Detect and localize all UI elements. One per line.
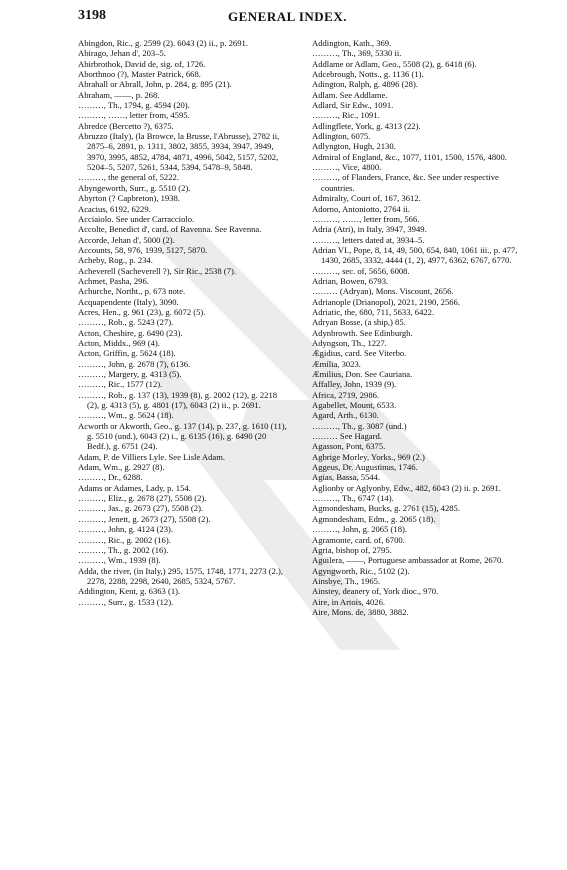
index-entry: Adrianople (Drianopol), 2021, 2190, 2566. xyxy=(312,296,460,307)
index-entry: Agbrige Morley, Yorks., 969 (2.) xyxy=(312,451,425,462)
index-entry: Abyngeworth, Surr., g. 5510 (2). xyxy=(78,182,191,193)
index-entry: ………, Margery, g. 4313 (5). xyxy=(78,369,182,379)
index-entry: ………, the general of, 5222. xyxy=(78,172,179,183)
index-entry: Adam, P. de Villiers Lyle. See Lisle Adam. xyxy=(78,451,226,462)
index-entry: Addlame or Adlam, Geo., 5508 (2), g. 6418 (6). xyxy=(312,58,477,69)
index-entry: Acton, Middx., 969 (4). xyxy=(78,337,160,348)
index-entry: Acres, Hen., g. 961 (23), g. 6072 (5). xyxy=(78,306,206,317)
index-entry: Adrian, Bowen, 6793. xyxy=(312,275,389,286)
index-entry: Adrian VI., Pope, 8, 14, 49, 500, 654, 840, 1061 iii., p. 477, 1430, 2685, 3332, 4444 (1, 2), 4977, 6362, 6767, 6770. xyxy=(312,244,518,266)
index-entry: ………, Jas., g. 2673 (27), 5508 (2). xyxy=(78,503,204,514)
index-entry: Ainstey, deanery of, York dioc., 970. xyxy=(312,586,439,597)
page-number: 3198 xyxy=(78,8,106,23)
index-entry: ………, Ric., 1091. xyxy=(312,110,380,121)
index-entry: Agmondesham, Bucks, g. 2761 (15), 4285. xyxy=(312,503,460,514)
index-entry: ………, Th., g. 3087 (und.) xyxy=(312,420,407,431)
index-entry: Addington, Kath., 369. xyxy=(312,38,392,48)
index-entry: ……… See Hagard. xyxy=(312,431,382,442)
index-entry: Accounts, 58, 976, 1939, 5127, 5870. xyxy=(78,244,208,255)
index-entry: Accolte, Benedict d', card. of Ravenna. See Ravenna. xyxy=(78,224,262,235)
index-entry: ………, John, g. 4124 (23). xyxy=(78,524,174,535)
index-entry: Adyngson, Th., 1227. xyxy=(312,337,387,348)
page-header xyxy=(78,8,530,30)
index-entry: Adryan Bosse, (a ship,) 85. xyxy=(312,317,406,328)
index-entry: Achmet, Pasha, 296. xyxy=(78,275,149,286)
index-entry: ………, Rob., g. 137 (13), 1939 (8), g. 2002 (12), g. 2218 (2), g. 4313 (5), g. 4801 (17), 6043 (2) ii., p. 2691. xyxy=(78,389,278,411)
index-entry: Aire, in Artois, 4026. xyxy=(312,596,386,607)
index-entry: ………, Eliz., g. 2678 (27), 5508 (2). xyxy=(78,493,207,504)
index-entry: Adlard, Sir Edw., 1091. xyxy=(312,100,394,111)
index-entry: ………, of Flanders, France, &c. See under respective countries. xyxy=(312,172,499,193)
index-entry: Adriatic, the, 680, 711, 5633, 6422. xyxy=(312,306,435,317)
index-column-right xyxy=(312,38,534,617)
index-entry: Abyrton (? Capbreton), 1938. xyxy=(78,193,180,204)
index-entry: Acciaiolo. See under Carracciolo. xyxy=(78,213,195,224)
index-entry: Abirbrothok, David de, sig. of, 1726. xyxy=(78,58,206,69)
index-title: GENERAL INDEX. xyxy=(228,9,347,24)
index-entry: Æmilius, Don. See Cauriana. xyxy=(312,369,413,379)
index-entry: Acacius, 6192, 6229. xyxy=(78,203,151,214)
index-entry: Adda, the river, (in Italy,) 295, 1575, 1748, 1771, 2273 (2.), 2278, 2288, 2298, 2640, 2685, 5324, 5767. xyxy=(78,565,284,586)
index-entry: Abirago, Jehan d', 203–5. xyxy=(78,48,166,59)
index-entry: Acton, Cheshire, g. 6490 (23). xyxy=(78,327,183,338)
index-entry: Affalley, John, 1939 (9). xyxy=(312,379,397,390)
index-entry: Ægidius, card. See Viterbo. xyxy=(312,348,407,359)
index-entry: Acheby, Rog., p. 234. xyxy=(78,255,153,266)
index-entry: ………, Surr., g. 1533 (12). xyxy=(78,596,174,607)
index-entry: Agria, bishop of, 2795. xyxy=(312,544,392,555)
index-entry: Africa, 2719, 2986. xyxy=(312,389,380,400)
index-entry: Aborthnoo (?), Master Patrick, 668. xyxy=(78,69,201,80)
index-entry: Agmondesham, Edm., g. 2065 (18). xyxy=(312,513,436,524)
index-entry: ………, John, g. 2065 (18). xyxy=(312,524,408,535)
index-entry: Abingdon, Ric., g. 2599 (2). 6043 (2) ii., p. 2691. xyxy=(78,38,248,48)
index-entry: ……… (Adryan), Mons. Viscount, 2656. xyxy=(312,286,454,297)
index-entry: Acton, Griffin, g. 5624 (18). xyxy=(78,348,176,359)
index-entry: Admiralty, Court of, 167, 3612. xyxy=(312,193,421,204)
index-entry: Agias, Bassa, 5544. xyxy=(312,472,381,483)
index-entry: ………, Wm., 1939 (8). xyxy=(78,555,161,566)
index-entry: Adorno, Antoniotto, 2764 ii. xyxy=(312,203,410,214)
index-entry: Abrahall or Abrall, John, p. 284, g. 895 (21). xyxy=(78,79,232,90)
index-entry: Aguilera, ——, Portuguese ambassador at Rome, 2670. xyxy=(312,555,504,566)
index-entry: Abraham, ——, p. 268. xyxy=(78,89,160,100)
index-entry: Aggeus, Dr. Augustinus, 1746. xyxy=(312,462,418,473)
index-entry: Agard, Arth., 6130. xyxy=(312,410,379,421)
index-entry: Abruzzo (Italy), (la Browce, la Brusse, l'Abrusse), 2782 ii, 2875–6, 2891, p. 1311, 3802, 3855, 3934, 3947, 3949, 3970, 3995, 4852, 4784, 4871, 4996, 5042, 5157, 5202, 5204–5, 5207, 5261, 5344, 5394, 5478–9, 5848. xyxy=(78,131,280,173)
index-entry: ………, Rob., g. 5243 (27). xyxy=(78,317,174,328)
index-entry: Acworth or Akworth, Geo., g. 137 (14), p. 237, g. 1610 (11), g. 5510 (und.), 6043 (2) i., g. 6135 (16), g. 6490 (20 Bedf.), g. 6751 (24). xyxy=(78,420,287,452)
index-entry: ………, Th., g. 2002 (16). xyxy=(78,544,169,555)
index-entry: Adlington, 6075. xyxy=(312,131,371,142)
index-entry: Acquapendente (Italy), 3090. xyxy=(78,296,179,307)
index-entry: Adlingflete, York, g. 4313 (22). xyxy=(312,120,421,131)
index-entry: ………, Ric., 1577 (12). xyxy=(78,379,163,390)
index-entry: ………, Th., 369, 5330 ii. xyxy=(312,48,402,59)
index-entry: ………, Dr., 6288. xyxy=(78,472,143,483)
index-entry: ………, sec. of, 5656, 6008. xyxy=(312,265,410,276)
index-entry: ………, Th., 6747 (14). xyxy=(312,493,394,504)
index-entry: Agyngworth, Ric., 5102 (2). xyxy=(312,565,410,576)
index-entry: Abredce (Bercetto ?), 6375. xyxy=(78,120,174,131)
index-entry: Addington, Kent, g. 6363 (1). xyxy=(78,586,181,597)
index-entry: Aglionby or Aglyonby, Edw., 482, 6043 (2) ii. p. 2691. xyxy=(312,482,501,493)
index-entry: Admiral of England, &c., 1077, 1101, 1500, 1576, 4800. xyxy=(312,151,507,162)
index-entry: Adington, Ralph, g. 4896 (28). xyxy=(312,79,418,90)
index-entry: Agasson, Pont, 6375. xyxy=(312,441,386,452)
index-entry: Agabellet, Mount, 6533. xyxy=(312,400,397,411)
index-entry: ………, Ric., g. 2002 (16). xyxy=(78,534,171,545)
index-entry: ………, Wm., g. 5624 (18). xyxy=(78,410,174,421)
index-column-left xyxy=(78,38,290,607)
index-entry: Adlyngton, Hugh, 2130. xyxy=(312,141,396,152)
index-entry: Adynbrowth. See Edinburgh. xyxy=(312,327,413,338)
index-entry: ………, ……, letter from, 566. xyxy=(312,213,420,224)
index-entry: Achurche, Northt., p. 673 note. xyxy=(78,286,186,297)
index-entry: Adria (Atri), in Italy, 3947, 3949. xyxy=(312,224,427,235)
index-entry: Adam, Wm., g. 2927 (8). xyxy=(78,462,165,473)
index-entry: ………, Jenett, g. 2673 (27), 5508 (2). xyxy=(78,513,211,524)
index-entry: ………, Th., 1794, g. 4594 (20). xyxy=(78,100,190,111)
index-entry: Adcebrough, Notts., g. 1136 (1). xyxy=(312,69,424,80)
index-entry: ………, letters dated at, 3934–5. xyxy=(312,234,425,245)
index-entry: ………, John, g. 2678 (7), 6136. xyxy=(78,358,191,369)
index-entry: Accorde, Jehan d', 5000 (2). xyxy=(78,234,175,245)
index-entry: Æmilia, 3023. xyxy=(312,358,361,369)
index-entry: ………, Vice, 4800. xyxy=(312,162,382,173)
index-entry: ………, ……, letter from, 4595. xyxy=(78,110,190,121)
index-entry: Aire, Mons. de, 3880, 3882. xyxy=(312,606,409,617)
index-entry: Adlam. See Addlame. xyxy=(312,89,388,100)
index-entry: Agramonte, card. of, 6700. xyxy=(312,534,405,545)
index-entry: Adams or Adames, Lady, p. 154. xyxy=(78,482,191,493)
index-entry: Acheverell (Sacheverell ?), Sir Ric., 2538 (7). xyxy=(78,265,236,276)
index-entry: Ainsbye, Th., 1965. xyxy=(312,575,381,586)
